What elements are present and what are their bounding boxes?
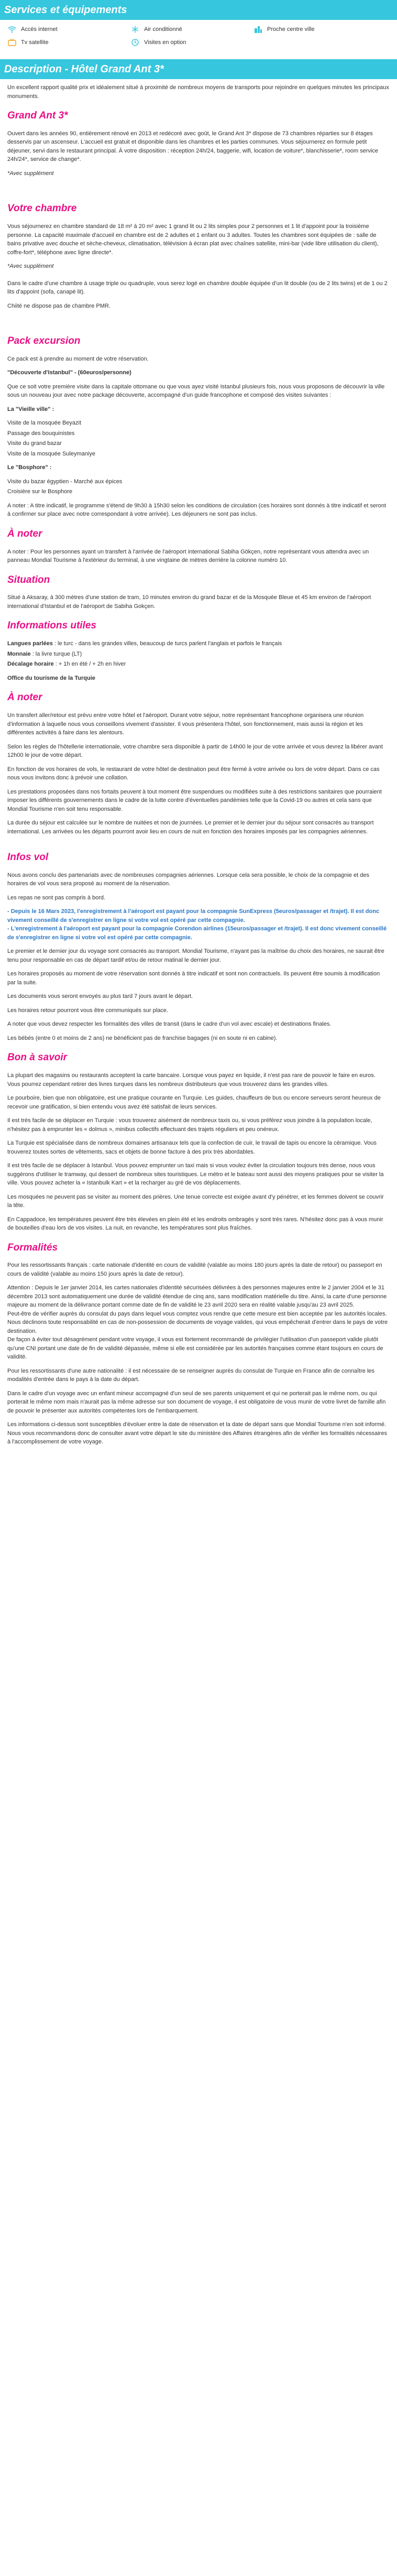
note2-paragraph: Les prestations proposées dans nos fortaits peuvent à tout moment être suspendues ou modifiées suite à des restrictions sanitaires que pourraient imposer les différents gouvernements dans le cadre de la lutte contre d'éventuelles pandémies telle que la Covid-19 ou autres et cela sans que Mondial Tourisme n'en soit tenu responsable.	[7, 788, 382, 812]
flights-text: Les bébés (entre 0 et moins de 2 ans) ne bénéficient pas de franchise bagages (ni en soute ni en cabine).	[7, 1035, 278, 1041]
bosphore-title: Le "Bosphore" :	[7, 464, 52, 471]
useful-title: Informations utiles	[7, 620, 96, 632]
list-item: Visite de la mosquée Suleymaniye	[7, 450, 95, 457]
description-title: Description - Hôtel Grand Ant 3*	[0, 59, 397, 79]
wifi-icon	[7, 25, 17, 34]
flights-text: Les documents vous seront envoyés au plus tard 7 jours avant le départ.	[7, 993, 193, 1000]
room-text: Vous séjournerez en chambre standard de 18 m² à 20 m² avec 1 grand lit ou 2 lits simples pour 2 personnes et 1 lit d'appoint pour la troisième personne. La capacité maximale d'accueil en chambre est de 2 adultes et 1 enfant ou 3 adultes. Toutes les chambres sont équipées de : salle de bains privative avec douche et sèche-cheveux, climatisation, télévision à écran plat avec chaînes satellite, mini-bar (vide libre utilisation du client), coffre-fort*, téléphone avec ligne directe*.	[7, 223, 379, 256]
goodtrip-paragraph: Les mosquées ne peuvent pas se visiter au moment des prières. Une tenue correcte est exigée avant d'y pénétrer, et les femmes doivent se couvrir la tête.	[7, 1193, 384, 1209]
room-triple-text: Dans le cadre d'une chambre à usage triple ou quadruple, vous serez logé en chambre double équipée d'un lit double (ou de 2 lits twins) et de 1 ou 2 lits d'appoint (sofa, canapé lit).	[7, 280, 388, 296]
snowflake-icon	[130, 25, 140, 34]
goodtrip-title: Bon à savoir	[7, 1052, 68, 1063]
room-pmr-text: Chiité ne dispose pas de chambre PMR.	[7, 302, 111, 309]
goodtrip-paragraph: Il est très facile de se déplacer en Turquie : vous trouverez aisément de nombreux taxis ou, si vous préférez vous joindre à la population locale, n'hésitez pas à emprunter les « dolmus », minibus collectifs effectuant des trajets réguliers et peu onéreux.	[7, 1117, 372, 1133]
location-title: Situation	[7, 574, 50, 585]
goodtrip-paragraph: La Turquie est spécialisée dans de nombreux domaines artisanaux tels que la confection de cuir, le travail de tapis ou encore la céramique. Vous trouverez toutes sortes de vêtements, sacs et objets de bonne facture à des prix très abordables.	[7, 1140, 377, 1155]
goodtrip-paragraph: La plupart des magasins ou restaurants acceptent la carte bancaire. Lorsque vous payez en liquide, il n'est pas rare de pouvoir le faire en euros. Vous pourrez cependant retirer des livres turques dans les nombreux distributeurs que vous trouverez dans les grandes villes.	[7, 1072, 376, 1088]
flights-text: Les horaires retour pourront vous être communiqués sur place.	[7, 1007, 168, 1014]
note-text: A noter : Pour les personnes ayant un transfert à l'arrivée de l'aéroport international Sabiha Gökçen, notre représentant vous attendra avec un panneau Mondial Tourisme à l'extérieur du terminal, à une vingtaine de mètres derrière la colonne numéro 10.	[7, 548, 369, 564]
excursion-note: A noter : A titre indicatif, le programme s'étend de 9h30 à 15h30 selon les conditions de circulation (ces horaires sont donnés à titre indicatif et seront à confirmer sur place avec notre correspondant à votre arrivée). Les déjeuners ne sont pas inclus.	[7, 502, 387, 518]
room-note: *Avec supplément	[7, 263, 54, 270]
excursion-name: "Découverte d'Istanbul" - (60euros/personne)	[7, 369, 131, 376]
formalities-paragraph: Pour les ressortissants d'une autre nationalité : il est nécessaire de se renseigner auprès du consulat de Turquie en France afin de connaître les modalités d'entrée dans le pays à la date du départ.	[7, 1367, 375, 1383]
list-item: Visite du grand bazar	[7, 440, 62, 447]
list-item: Passage des bouquinistes	[7, 430, 75, 437]
formalities-paragraph: Pour les ressortissants français : carte nationale d'identité en cours de validité (valable au moins 180 jours après la date de retour) ou passeport en cours de validité (valable au moins 150 jours après la date de retour).	[7, 1262, 382, 1277]
flights-text: Les horaires proposés au moment de votre réservation sont donnés à titre indicatif et sont non contractuels. Ils peuvent être soumis à modification par la suite.	[7, 971, 380, 986]
intro-text: Un excellent rapport qualité prix et idéalement situé à proximité de nombreux moyens de transports pour rejoindre en quelques minutes les principaux monuments.	[7, 84, 389, 100]
formalities-title: Formalités	[7, 1242, 58, 1253]
formalities-paragraph: Attention : Depuis le 1er janvier 2014, les cartes nationales d'identité sécurisées délivrées à des personnes majeures entre le 2 janvier 2004 et le 31 décembre 2013 sont automatiquement une durée de validité étendue de cinq ans, sans modification matérielle du titre. Ainsi, la carte d'une personne majeure au moment de la délivrance portant comme date de fin de validité le 23 avril 2020 sera en réalité valable jusqu'au 23 avril 2025. Peut-être de vérifier auprès du consulat du pays dans lequel vous comptez vous rendre que cette mesure est bien acceptée par les autorités locales. Nous déclinons toute responsabilité en cas de non-possession de documents de voyage valides, qui vous empêcherait d'entrer dans le pays de votre destination. De façon à éviter tout désagrément pendant votre voyage, il vous est fortement recommandé de privilégier l'utilisation d'un passeport valide plutôt qu'une CNI portant une date de fin de validité dépassée, même si elle est considérée par les autorités françaises comme étant toujours en cours de validité.	[7, 1285, 388, 1361]
note-title: À noter	[7, 528, 42, 539]
old-city-title: La "Vieille ville" :	[7, 406, 54, 412]
note2-paragraph: Un transfert aller/retour est prévu entre votre hôtel et l'aéroport. Durant votre séjour, notre représentant francophone organisera une réunion d'information à laquelle nous vous conseillons vivement d'assister. Il vous présentera l'hôtel, son fonctionnement, mais aussi la région et les différentes activités à faire dans les alentours.	[7, 712, 364, 736]
goodtrip-paragraph: En Cappadoce, les températures peuvent être très élevées en plein été et les endroits ombragés y sont très rares. N'hésitez donc pas à vous munir de bouteilles d'eau lors de vos visites. La nuit, en revanche, les températures sont plus fraîches.	[7, 1216, 383, 1232]
room-title: Votre chambre	[7, 203, 77, 214]
hotel-title: Grand Ant 3*	[7, 110, 68, 121]
flights-alert: - L'enregistrement à l'aéroport est payant pour la compagnie Corendon airlines (15euros/passager et /trajet). Il est donc vivement conseillé de s'enregistrer en ligne si votre vol est opéré par cette compagnie.	[7, 926, 387, 941]
goodtrip-paragraph: Le pourboire, bien que non obligatoire, est une pratique courante en Turquie. Les guides, chauffeurs de bus ou encore serveurs seront heureux de recevoir une gratification, si bien entendu vous avez été satisfait de leurs services.	[7, 1095, 381, 1110]
list-item: Visite du bazar égyptien - Marché aux épices	[7, 478, 123, 485]
formalities-paragraph: Dans le cadre d'un voyage avec un enfant mineur accompagné d'un seul de ses parents uniquement et qui ne porterait pas le même nom, ou qui porterait le même nom mais n'aurait pas la même adresse sur son document de voyage, il est obligatoire de vous munir de votre livret de famille afin de pouvoir le présenter aux autorités compétentes lors de l'embarquement.	[7, 1390, 386, 1414]
service-item: Tv satellite	[7, 38, 130, 47]
service-item: Air conditionné	[130, 25, 253, 34]
list-item: Croisière sur le Bosphore	[7, 488, 73, 495]
flights-meals: Les repas ne sont pas compris à bord.	[7, 894, 106, 901]
service-item: Accès internet	[7, 25, 130, 34]
hotel-note: *Avec supplément	[7, 170, 54, 177]
services-list	[0, 20, 397, 59]
flights-text: A noter que vous devez respecter les formalités des villes de transit (dans le cadre d'un vol avec escale) et destinations finales.	[7, 1021, 332, 1028]
flights-text: Le premier et le dernier jour du voyage sont consacrés au transport. Mondial Tourisme, n'ayant pas la maîtrise du choix des horaires, ne saurait être tenu pour responsable en cas de départ tardif et/ou de retour matinal le dernier jour.	[7, 948, 384, 963]
location-text: Situé à Aksaray, à 300 mètres d'une station de tram, 10 minutes environ du grand bazar et de la Mosquée Bleue et 45 km environ de l'aéroport international d'Istanbul et de l'aéroport de Sabiha Gokçen.	[7, 594, 371, 610]
service-item: Proche centre ville	[253, 25, 377, 34]
note2-paragraph: La durée du séjour est calculée sur le nombre de nuitées et non de journées. Le premier et le dernier jour du séjour sont consacrés au transport international. Les arrivées ou les départs pourront avoir lieu en cours de nuit en fonction des horaires imposés par les compagnies aériennes.	[7, 820, 374, 835]
flights-text: Nous avons conclu des partenariats avec de nombreuses compagnies aériennes. Lorsque cela sera possible, le choix de la compagnie et des horaires de vol vous sera proposé au moment de la réservation.	[7, 872, 369, 887]
note2-paragraph: Selon les règles de l'hôtellerie internationale, votre chambre sera disponible à partir de 14h00 le jour de votre arrivée et vous devrez la libérer avant 12h00 le jour de votre départ.	[7, 743, 383, 759]
list-item: Visite de la mosquée Beyazit	[7, 420, 82, 427]
services-title: Services et équipements	[0, 0, 397, 20]
formalities-paragraph: Les informations ci-dessus sont susceptibles d'évoluer entre la date de réservation et la date de départ sans que Mondial Tourisme n'en soit informé. Nous vous recommandons donc de consulter avant votre départ le site du ministère des Affaires étrangères afin de vérifier les formalités nécessaires à l'accomplissement de votre voyage.	[7, 1421, 387, 1445]
flights-title: Infos vol	[7, 852, 49, 863]
useful-line: Monnaie : la livre turque (LT)	[7, 650, 82, 657]
note2-paragraph: En fonction de vos horaires de vols, le restaurant de votre hôtel de destination peut être fermé à votre arrivée ou lors de votre départ. Dans ce cas nous vous invitons donc à prévoir une collation.	[7, 766, 380, 781]
service-item: Visites en option	[130, 38, 253, 47]
description-body	[0, 79, 397, 1461]
useful-line: Langues parlées : le turc - dans les grandes villes, beaucoup de turcs parlent l'anglais et parfois le français	[7, 640, 282, 647]
buildings-icon	[253, 25, 263, 34]
visits-icon	[130, 38, 140, 47]
excursion-text: Ce pack est à prendre au moment de votre réservation.	[7, 355, 149, 362]
excursion-desc: Que ce soit votre première visite dans la capitale ottomane ou que vous ayez visité Istanbul plusieurs fois, nous vous proposons de découvrir la ville sous un nouveau jour avec notre package découverte, accompagné d'un guide francophone et composé des visites suivantes :	[7, 383, 385, 399]
excursion-title: Pack excursion	[7, 335, 81, 347]
useful-line: Décalage horaire : + 1h en été / + 2h en hiver	[7, 661, 126, 668]
hotel-text: Ouvert dans les années 90, entièrement rénové en 2013 et redécoré avec goût, le Grand Ant 3* dispose de 73 chambres réparties sur 8 étages desservis par un ascenseur. L'accueil est gratuit et disponible dans les chambres et les parties communes. Vous séjournerez en formule petit déjeuner, servi dans le restaurant principal. À votre disposition : réception 24h/24, baggerie, wifi, location de voiture*, blanchisserie*, room service 24h/24*, service de change*.	[7, 130, 379, 163]
goodtrip-paragraph: Il est très facile de se déplacer à Istanbul. Vous pouvez emprunter un taxi mais si vous voulez éviter la circulation toujours très dense, nous vous suggérons d'utiliser le tramway, qui dessert de nombreux sites touristiques. Le métro et le bateau sont aussi des moyens pratiques pour se visiter la ville. Vous pouvez acheter la « Istanbulk Kart » et la recharger au gré de vos déplacements.	[7, 1162, 384, 1187]
flights-alert: - Depuis le 16 Mars 2023, l'enregistrement à l'aéroport est payant pour la compagnie SunExpress (5euros/passager et /trajet). Il est donc vivement conseillé de s'enregistrer en ligne si votre vol est opéré par cette compagnie.	[7, 908, 380, 923]
tv-icon	[7, 38, 17, 47]
tourism-office-link[interactable]: Office du tourisme de la Turquie	[7, 675, 95, 681]
note2-title: À noter	[7, 692, 42, 703]
